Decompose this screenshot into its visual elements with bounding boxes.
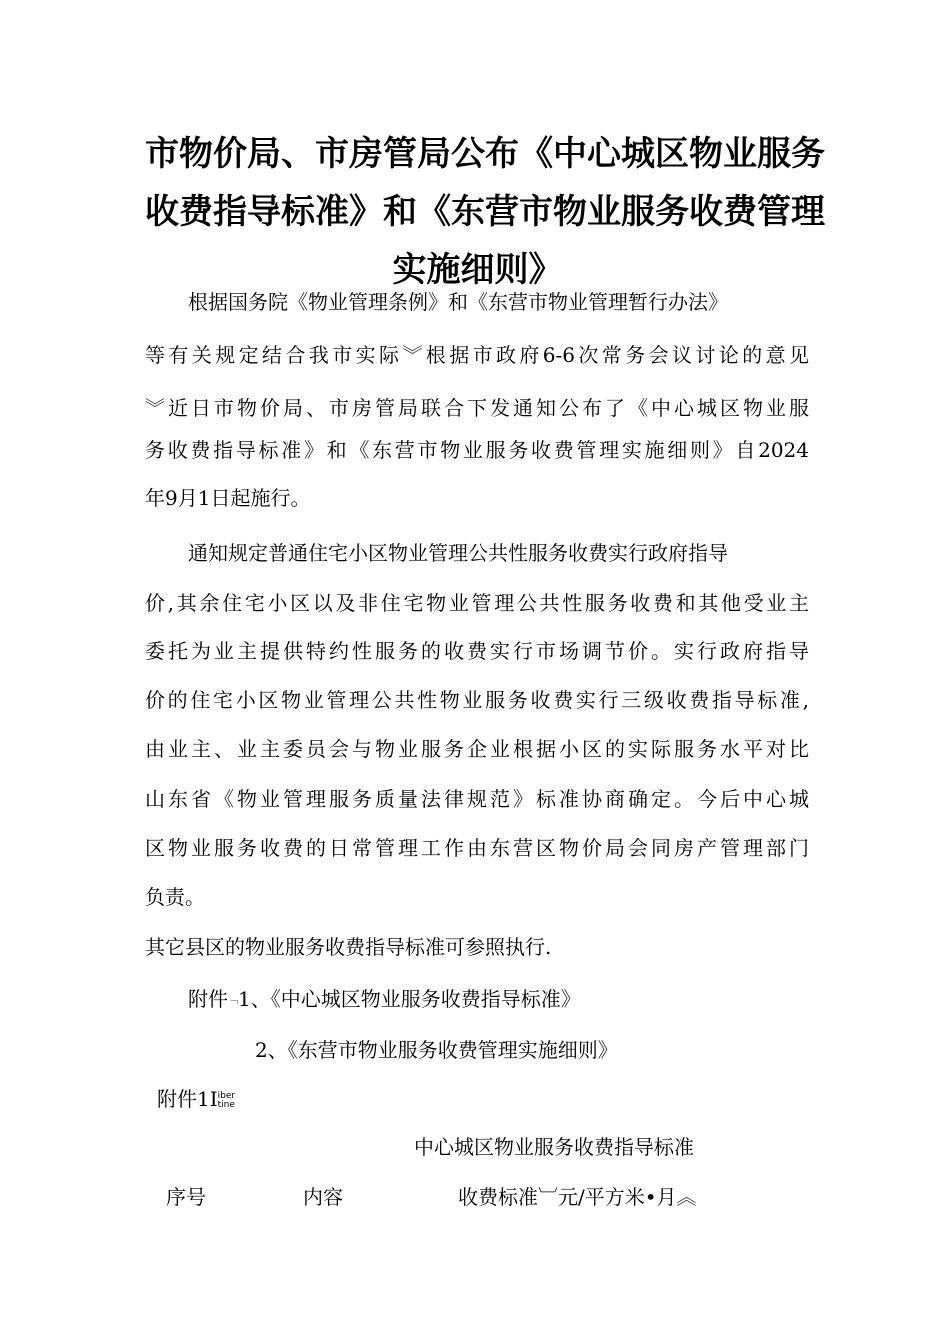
para1-line-1: 根据国务院《物业管理条例》和《东营市物业管理暂行办法》 (188, 290, 728, 314)
attachment1-label (157, 1085, 235, 1113)
para2-line-8: 负责。 (145, 885, 205, 909)
attachment1-mark-bottom: tine (217, 1099, 235, 1110)
table-header-content: 内容 (303, 1185, 343, 1209)
para1-line-2: 等有关规定结合我市实际︾根据市政府6-6次常务会议讨论的意见 (145, 343, 809, 367)
title-line-2: 收费指导标准》和《东营市物业服务收费管理 (145, 192, 825, 232)
para2-line-4: 价的住宅小区物业管理公共性物业服务收费实行三级收费指导标准, (145, 688, 809, 712)
para1-line-4: 务收费指导标准》和《东营市物业服务收费管理实施细则》自2024 (145, 438, 809, 462)
table-header-index: 序号 (166, 1185, 206, 1209)
attachment-mark: ﹁ (228, 994, 238, 1006)
para3-line: 其它县区的物业服务收费指导标准可参照执行. (145, 935, 552, 959)
para2-line-1: 通知规定普通住宅小区物业管理公共性服务收费实行政府指导 (188, 541, 728, 565)
para2-line-6: 山东省《物业管理服务质量法律规范》标准协商确定。今后中心城 (145, 787, 809, 811)
attachment1-mark-stack (218, 1092, 235, 1110)
table-title: 中心城区物业服务收费指导标准 (414, 1135, 694, 1159)
attachment1-mark-prefix: I (209, 1087, 218, 1111)
attachment-list-item-1 (188, 985, 581, 1013)
attachment-item-1-text: 1、《中心城区物业服务收费指导标准》 (238, 987, 581, 1011)
para2-line-7: 区物业服务收费的日常管理工作由东营区物价局会同房产管理部门 (145, 836, 809, 860)
para1-line-3: ︾近日市物价局、市房管局联合下发通知公布了《中心城区物业服 (145, 396, 809, 420)
attachment1-label-text: 附件1 (157, 1087, 210, 1111)
attachment1-mark-top: iber (217, 1090, 236, 1101)
attachment-prefix: 附件 (188, 987, 228, 1011)
attachment-list-item-2: 2、《东营市物业服务收费管理实施细则》 (255, 1038, 618, 1062)
para2-line-2: 价,其余住宅小区以及非住宅物业管理公共性服务收费和其他受业主 (145, 591, 809, 615)
document-title (145, 125, 825, 299)
table-header-fee-standard: 收费标准︺元/平方米•月︽ (458, 1185, 697, 1209)
para2-line-3: 委托为业主提供特约性服务的收费实行市场调节价。实行政府指导 (145, 639, 809, 663)
para1-line-5: 年9月1日起施行。 (145, 486, 311, 510)
title-line-3: 实施细则》 (392, 250, 563, 290)
para2-line-5: 由业主、业主委员会与物业服务企业根据小区的实际服务水平对比 (145, 737, 809, 761)
title-line-1: 市物价局、市房管局公布《中心城区物业服务 (145, 134, 825, 174)
